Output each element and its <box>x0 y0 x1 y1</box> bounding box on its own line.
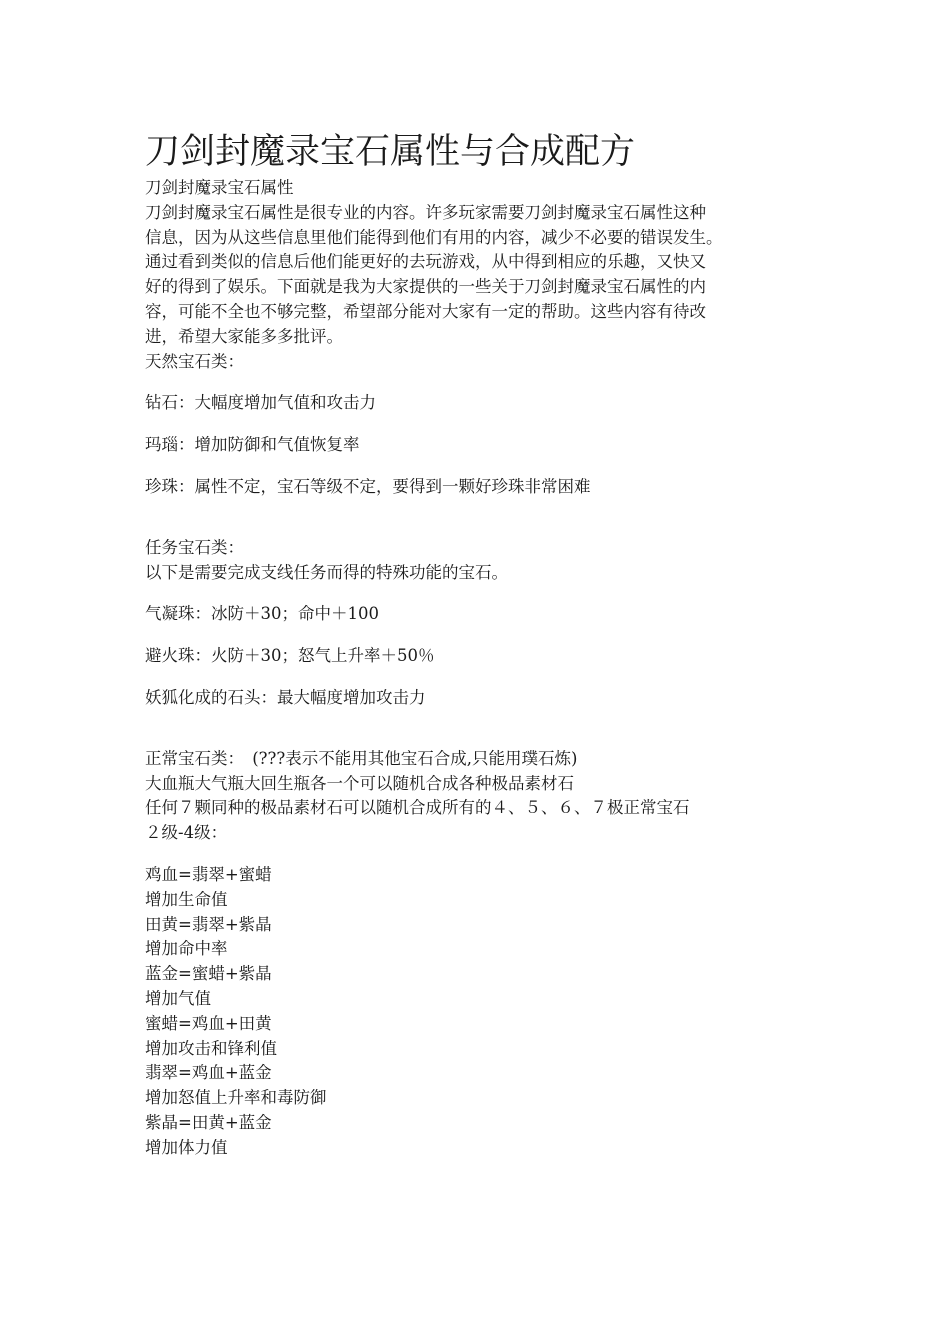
recipe-effect: 增加体力值 <box>145 1137 228 1157</box>
natural-item: 钻石：大幅度增加气值和攻击力 <box>145 393 376 413</box>
recipe-effect: 增加气值 <box>145 988 211 1008</box>
recipe-effect: 增加攻击和锋利值 <box>145 1038 277 1058</box>
recipe-effect: 增加怒值上升率和毒防御 <box>145 1088 327 1108</box>
quest-description: 以下是需要完成支线任务而得的特殊功能的宝石。 <box>145 562 508 582</box>
natural-heading: 天然宝石类： <box>145 351 244 371</box>
normal-line: 任何７颗同种的极品素材石可以随机合成所有的４、５、６、７极正常宝石 <box>145 798 690 818</box>
recipe-formula: 鸡血=翡翠+蜜蜡 <box>145 864 272 884</box>
intro-line: 容，可能不全也不够完整，希望部分能对大家有一定的帮助。这些内容有待改 <box>145 301 706 321</box>
quest-item: 妖狐化成的石头：最大幅度增加攻击力 <box>145 687 426 707</box>
recipe-formula: 翡翠=鸡血+蓝金 <box>145 1063 272 1083</box>
recipe-formula: 田黄=翡翠+紫晶 <box>145 914 272 934</box>
recipe-formula: 紫晶=田黄+蓝金 <box>145 1112 272 1132</box>
document-title: 刀剑封魔录宝石属性与合成配方 <box>145 132 636 172</box>
intro-line: 通过看到类似的信息后他们能更好的去玩游戏，从中得到相应的乐趣，又快又 <box>145 252 706 272</box>
document-page <box>145 128 825 1161</box>
subtitle: 刀剑封魔录宝石属性 <box>145 178 294 197</box>
recipe-formula: 蓝金=蜜蜡+紫晶 <box>145 964 272 984</box>
recipe-effect: 增加命中率 <box>145 939 228 959</box>
natural-item: 珍珠：属性不定，宝石等级不定，要得到一颗好珍珠非常困难 <box>145 476 591 496</box>
normal-heading: 正常宝石类： (???表示不能用其他宝石合成,只能用璞石炼) <box>145 748 578 768</box>
intro-line: 好的得到了娱乐。下面就是我为大家提供的一些关于刀剑封魔录宝石属性的内 <box>145 277 706 297</box>
intro-line: 刀剑封魔录宝石属性是很专业的内容。许多玩家需要刀剑封魔录宝石属性这种 <box>145 202 706 222</box>
recipe-formula: 蜜蜡=鸡血+田黄 <box>145 1013 272 1033</box>
recipe-effect: 增加生命值 <box>145 889 228 909</box>
natural-item: 玛瑙：增加防御和气值恢复率 <box>145 435 360 455</box>
normal-line: 大血瓶大气瓶大回生瓶各一个可以随机合成各种极品素材石 <box>145 773 574 793</box>
intro-line: 进，希望大家能多多批评。 <box>145 326 343 346</box>
recipe-list <box>145 863 825 1161</box>
quest-heading: 任务宝石类： <box>145 537 244 557</box>
quest-item: 气凝珠：冰防＋30；命中＋100 <box>145 604 379 624</box>
intro-paragraph <box>145 201 825 350</box>
intro-line: 信息，因为从这些信息里他们能得到他们有用的内容，减少不必要的错误发生。 <box>145 227 723 247</box>
quest-item: 避火珠：火防＋30；怒气上升率＋50％ <box>145 646 435 666</box>
normal-line: ２级-4级： <box>145 823 228 843</box>
